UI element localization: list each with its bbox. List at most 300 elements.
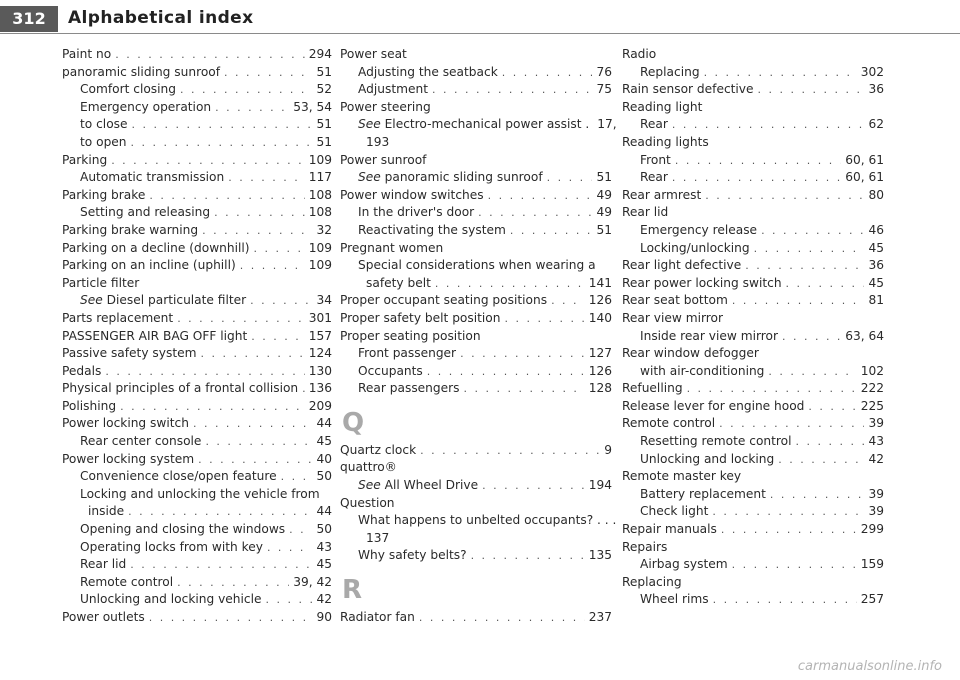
dot-leader xyxy=(130,556,312,574)
entry-label: Emergency operation xyxy=(80,99,212,114)
section-letter: Q xyxy=(342,407,365,438)
entry-label: Electro-mechanical power assist . xyxy=(384,117,590,132)
page-reference: 44 xyxy=(316,416,332,431)
entry-text xyxy=(62,609,145,627)
entry-text xyxy=(62,222,198,240)
dot-leader xyxy=(721,521,857,539)
entry-text xyxy=(622,257,741,275)
page-reference: 51 xyxy=(316,134,332,149)
entry-label: Operating locks from with key xyxy=(80,539,263,554)
entry-text xyxy=(340,609,415,627)
page-reference: 225 xyxy=(860,398,884,413)
entry-label: Airbag system xyxy=(640,557,728,572)
entry-label: with air-conditioning xyxy=(640,363,765,378)
entry-label: to open xyxy=(80,134,127,149)
dot-leader xyxy=(704,64,857,82)
entry-label: Pedals xyxy=(62,363,102,378)
entry-label: Occupants xyxy=(358,363,423,378)
page-header xyxy=(0,0,960,36)
index-entry xyxy=(340,152,612,170)
entry-text xyxy=(640,64,700,82)
page-reference: 45 xyxy=(868,240,884,255)
entry-text xyxy=(88,503,124,521)
entry-label: Parking on a decline (downhill) xyxy=(62,240,250,255)
dot-leader xyxy=(200,345,304,363)
index-subentry xyxy=(622,64,884,82)
index-entry xyxy=(62,64,332,82)
index-subentry xyxy=(340,169,612,187)
dot-leader xyxy=(250,292,312,310)
entry-text xyxy=(80,556,126,574)
section-letter: R xyxy=(342,575,363,606)
entry-label: All Wheel Drive xyxy=(384,478,479,493)
index-entry xyxy=(62,451,332,469)
entry-label: Power window switches xyxy=(340,187,484,202)
page-reference: 43 xyxy=(316,539,332,554)
index-entry xyxy=(340,609,612,627)
dot-leader xyxy=(768,363,856,381)
page-reference: 39 xyxy=(868,486,884,501)
index-subentry xyxy=(340,512,617,530)
index-subentry xyxy=(62,169,332,187)
page-reference: 9 xyxy=(604,442,612,457)
index-subentry xyxy=(622,591,884,609)
index-subentry xyxy=(340,547,612,565)
entry-text xyxy=(358,345,456,363)
entry-label: Unlocking and locking vehicle xyxy=(80,592,262,607)
index-entry xyxy=(62,187,332,205)
index-subentry xyxy=(340,81,612,99)
entry-text xyxy=(640,328,778,346)
page-reference: 159 xyxy=(860,557,884,572)
index-subentry xyxy=(622,328,884,346)
index-subentry xyxy=(622,152,884,170)
entry-label: Parking on an incline (uphill) xyxy=(62,258,236,273)
dot-leader xyxy=(202,222,312,240)
entry-label: Replacing xyxy=(640,64,700,79)
entry-label: Power locking system xyxy=(62,451,195,466)
entry-text xyxy=(358,380,460,398)
entry-text xyxy=(622,292,728,310)
dot-leader xyxy=(180,81,312,99)
dot-leader xyxy=(105,363,304,381)
index-subentry xyxy=(62,134,332,152)
entry-text xyxy=(640,116,668,134)
dot-leader xyxy=(420,442,600,460)
dot-leader xyxy=(713,591,857,609)
page-reference: 49 xyxy=(596,187,612,202)
index-entry xyxy=(62,310,332,328)
entry-text xyxy=(640,591,709,609)
entry-text xyxy=(62,187,145,205)
entry-text xyxy=(62,380,298,398)
entry-text xyxy=(62,257,236,275)
index-entry xyxy=(62,275,332,293)
dot-leader xyxy=(754,240,865,258)
entry-text xyxy=(622,521,717,539)
dot-leader xyxy=(551,292,585,310)
dot-leader xyxy=(302,380,305,398)
page-reference: 75 xyxy=(596,82,612,97)
page-reference: 62 xyxy=(868,117,884,132)
page-reference: 141 xyxy=(588,275,612,290)
dot-leader xyxy=(745,257,864,275)
dot-leader xyxy=(132,116,313,134)
entry-label: Release lever for engine hood xyxy=(622,398,805,413)
entry-text xyxy=(640,503,708,521)
entry-label: Power seat xyxy=(340,47,407,61)
dot-leader xyxy=(205,433,312,451)
entry-text xyxy=(62,345,196,363)
entry-continuation-pages: 193 xyxy=(366,134,390,149)
entry-label: Rear center console xyxy=(80,434,202,449)
entry-label: Inside rear view mirror xyxy=(640,328,778,343)
dot-leader xyxy=(761,222,864,240)
dot-leader xyxy=(482,477,585,495)
entry-text xyxy=(640,240,750,258)
dot-leader xyxy=(778,451,864,469)
dot-leader xyxy=(796,433,865,451)
see-reference: See xyxy=(358,117,381,132)
dot-leader xyxy=(464,380,585,398)
entry-text xyxy=(358,81,428,99)
dot-leader xyxy=(687,380,857,398)
entry-text xyxy=(358,363,423,381)
page-reference: 102 xyxy=(860,363,884,378)
dot-leader xyxy=(547,169,593,187)
entry-label: Setting and releasing xyxy=(80,205,211,220)
index-entry xyxy=(62,363,332,381)
page-reference: 39, 42 xyxy=(293,574,332,589)
dot-leader xyxy=(758,81,865,99)
entry-label: Parking brake warning xyxy=(62,222,199,237)
page-reference: 60, 61 xyxy=(845,170,884,185)
entry-label: Physical principles of a frontal collision xyxy=(62,381,299,396)
entry-text xyxy=(80,292,246,310)
page-reference: 49 xyxy=(596,205,612,220)
entry-text xyxy=(622,380,683,398)
watermark: carmanualsonline.info xyxy=(797,659,942,674)
entry-text xyxy=(62,152,107,170)
page-reference: 43 xyxy=(868,434,884,449)
page-reference: 140 xyxy=(588,310,612,325)
entry-label: Power outlets xyxy=(62,610,145,624)
dot-leader xyxy=(782,328,841,346)
page-reference: 80 xyxy=(868,187,884,202)
index-subentry xyxy=(62,574,332,592)
page-reference: 109 xyxy=(308,240,332,255)
entry-label: Power sunroof xyxy=(340,152,427,167)
entry-text xyxy=(62,451,194,469)
entry-label: Quartz clock xyxy=(340,442,417,457)
entry-label: Proper safety belt position xyxy=(340,310,501,325)
entry-label: PASSENGER AIR BAG OFF light xyxy=(62,328,248,343)
index-subentry xyxy=(340,257,612,275)
page-reference: 194 xyxy=(588,478,612,493)
entry-label: to close xyxy=(80,117,128,132)
index-subentry xyxy=(622,451,884,469)
index-subentry xyxy=(62,486,332,504)
entry-label: Unlocking and locking xyxy=(640,451,775,466)
entry-label: Particle filter xyxy=(62,275,140,290)
entry-text xyxy=(358,116,589,134)
dot-leader xyxy=(471,547,585,565)
page-reference: 294 xyxy=(308,47,332,61)
entry-label: Rear xyxy=(640,117,668,132)
dot-leader xyxy=(149,609,313,627)
entry-label: Proper seating position xyxy=(340,328,481,343)
entry-text xyxy=(640,222,757,240)
index-entry xyxy=(622,468,884,486)
dot-leader xyxy=(215,99,289,117)
page-reference: 130 xyxy=(308,363,332,378)
dot-leader xyxy=(719,415,864,433)
entry-label: Power steering xyxy=(340,99,431,114)
index-entry xyxy=(340,495,612,513)
entry-label: Power locking switch xyxy=(62,416,189,431)
entry-label: Parking brake xyxy=(62,187,146,202)
dot-leader xyxy=(419,609,585,627)
entry-label: Parts replacement xyxy=(62,310,174,325)
entry-label: Check light xyxy=(640,504,709,519)
index-entry xyxy=(62,415,332,433)
page-reference: 39 xyxy=(868,504,884,519)
entry-text xyxy=(80,204,210,222)
entry-label: safety belt xyxy=(366,275,431,290)
index-entry xyxy=(340,328,612,346)
entry-text xyxy=(62,46,111,64)
entry-label: panoramic sliding sunroof xyxy=(384,170,543,185)
index-subentry xyxy=(62,433,332,451)
entry-text xyxy=(62,328,247,346)
entry-text xyxy=(340,310,500,328)
entry-label: Why safety belts? xyxy=(358,548,467,563)
page-reference: 108 xyxy=(308,205,332,220)
index-subentry xyxy=(62,539,332,557)
entry-label: Reading lights xyxy=(622,134,709,149)
index-subentry xyxy=(340,204,612,222)
dot-leader xyxy=(214,204,305,222)
page-reference: 17, xyxy=(597,117,617,132)
entry-text xyxy=(640,169,668,187)
page-reference: 108 xyxy=(308,187,332,202)
entry-label: Opening and closing the windows xyxy=(80,522,286,537)
page-reference: 81 xyxy=(868,293,884,308)
page-reference: 36 xyxy=(868,258,884,273)
entry-label: Locking/unlocking xyxy=(640,240,750,255)
entry-label: Reading light xyxy=(622,99,703,114)
index-subentry xyxy=(340,64,612,82)
index-entry xyxy=(62,222,332,240)
page-reference: 301 xyxy=(308,310,332,325)
entry-text xyxy=(358,477,478,495)
page-reference: 126 xyxy=(588,363,612,378)
page-reference: 51 xyxy=(596,170,612,185)
entry-text xyxy=(622,187,701,205)
entry-label: What happens to unbelted occupants? . . . xyxy=(358,513,617,528)
entry-label: inside xyxy=(88,504,125,519)
index-entry xyxy=(622,574,884,592)
entry-label: Adjusting the seatback xyxy=(358,64,498,79)
dot-leader xyxy=(128,503,312,521)
entry-label: Remote control xyxy=(80,574,174,589)
page-reference: 44 xyxy=(316,504,332,519)
entry-text xyxy=(80,99,211,117)
entry-label: Rear lid xyxy=(622,205,669,220)
page-number-badge: 312 xyxy=(0,6,58,32)
dot-leader xyxy=(712,503,864,521)
page-reference: 51 xyxy=(316,64,332,79)
entry-text xyxy=(80,433,201,451)
entry-text xyxy=(640,486,766,504)
index-entry xyxy=(62,328,332,346)
index-subentry xyxy=(62,204,332,222)
dot-leader xyxy=(254,240,305,258)
dot-leader xyxy=(289,521,312,539)
entry-label: Refuelling xyxy=(622,381,683,396)
page-reference: 117 xyxy=(308,170,332,185)
index-entry xyxy=(62,240,332,258)
index-entry xyxy=(622,415,884,433)
entry-label: Convenience close/open feature xyxy=(80,469,277,484)
dot-leader xyxy=(267,539,313,557)
dot-leader xyxy=(224,64,312,82)
dot-leader xyxy=(281,468,313,486)
dot-leader xyxy=(675,152,841,170)
page-reference: 34 xyxy=(316,293,332,308)
entry-label: Remote control xyxy=(622,416,716,431)
entry-text xyxy=(62,240,250,258)
index-subentry xyxy=(62,81,332,99)
index-subentry xyxy=(340,116,617,134)
dot-leader xyxy=(672,169,841,187)
entry-text xyxy=(80,468,277,486)
index-subentry xyxy=(622,363,884,381)
index-entry xyxy=(622,398,884,416)
entry-text xyxy=(358,64,498,82)
entry-text xyxy=(622,398,804,416)
dot-leader xyxy=(177,310,305,328)
entry-label: Passive safety system xyxy=(62,346,197,361)
entry-text xyxy=(358,547,467,565)
index-entry xyxy=(622,81,884,99)
entry-label: Rear xyxy=(640,170,668,185)
dot-leader xyxy=(672,116,865,134)
index-entry xyxy=(622,99,884,117)
page-reference: 52 xyxy=(316,82,332,97)
entry-text xyxy=(340,292,547,310)
entry-text xyxy=(640,433,792,451)
index-subentry xyxy=(62,591,332,609)
page-reference: 157 xyxy=(308,328,332,343)
entry-label: Special considerations when wearing a xyxy=(358,258,596,273)
page-reference: 222 xyxy=(860,381,884,396)
see-reference: See xyxy=(358,170,381,185)
dot-leader xyxy=(808,398,856,416)
index-entry xyxy=(622,539,884,557)
index-subentry xyxy=(62,556,332,574)
page-reference: 46 xyxy=(868,222,884,237)
entry-text xyxy=(80,574,173,592)
entry-label: Automatic transmission xyxy=(80,170,225,185)
entry-label: Pregnant women xyxy=(340,240,444,255)
index-subentry xyxy=(622,116,884,134)
index-subentry xyxy=(340,380,612,398)
entry-text xyxy=(358,222,506,240)
dot-leader xyxy=(427,363,585,381)
entry-label: Question xyxy=(340,495,395,510)
entry-text xyxy=(80,591,262,609)
page-reference: 127 xyxy=(588,346,612,361)
page-reference: 109 xyxy=(308,152,332,167)
page-reference: 237 xyxy=(588,610,612,625)
see-reference: See xyxy=(358,478,381,493)
index-subentry xyxy=(62,292,332,310)
page-reference: 136 xyxy=(308,381,332,396)
entry-label: Rear light defective xyxy=(622,258,742,273)
page-reference: 109 xyxy=(308,258,332,273)
entry-text xyxy=(62,310,173,328)
entry-text xyxy=(358,204,474,222)
entry-text xyxy=(358,169,543,187)
entry-label: Locking and unlocking the vehicle from xyxy=(80,486,320,501)
index-entry xyxy=(622,187,884,205)
entry-label: Comfort closing xyxy=(80,82,176,97)
dot-leader xyxy=(120,398,305,416)
page-reference: 90 xyxy=(316,610,332,624)
page-reference: 36 xyxy=(868,82,884,97)
index-entry xyxy=(622,380,884,398)
entry-label: Adjustment xyxy=(358,82,428,97)
entry-label: panoramic sliding sunroof xyxy=(62,64,221,79)
index-entry xyxy=(622,275,884,293)
dot-leader xyxy=(770,486,865,504)
dot-leader xyxy=(111,152,305,170)
index-entry xyxy=(62,257,332,275)
entry-label: Radiator fan xyxy=(340,610,415,625)
page-reference: 257 xyxy=(860,592,884,607)
entry-text xyxy=(640,451,774,469)
entry-label: Polishing xyxy=(62,398,117,413)
page-reference: 135 xyxy=(588,548,612,563)
index-subentry xyxy=(340,275,612,293)
entry-text xyxy=(640,556,728,574)
page-reference: 302 xyxy=(860,64,884,79)
index-entry xyxy=(62,46,332,64)
index-subentry xyxy=(622,222,884,240)
dot-leader xyxy=(478,204,592,222)
dot-leader xyxy=(488,187,593,205)
entry-label: Radio xyxy=(622,47,657,61)
entry-text xyxy=(622,415,715,433)
index-entry xyxy=(622,310,884,328)
page-reference: 60, 61 xyxy=(845,152,884,167)
entry-label: Parking xyxy=(62,152,108,167)
entry-text xyxy=(80,116,128,134)
entry-text xyxy=(80,134,127,152)
index-subentry xyxy=(62,521,332,539)
index-subentry xyxy=(340,363,612,381)
entry-label: Repair manuals xyxy=(622,522,717,537)
entry-label: Rear window defogger xyxy=(622,346,759,361)
entry-text xyxy=(340,187,484,205)
index-entry xyxy=(62,345,332,363)
index-entry xyxy=(62,398,332,416)
entry-label: Rear armrest xyxy=(622,187,702,202)
index-entry xyxy=(62,380,332,398)
dot-leader xyxy=(435,275,585,293)
index-subentry xyxy=(622,169,884,187)
